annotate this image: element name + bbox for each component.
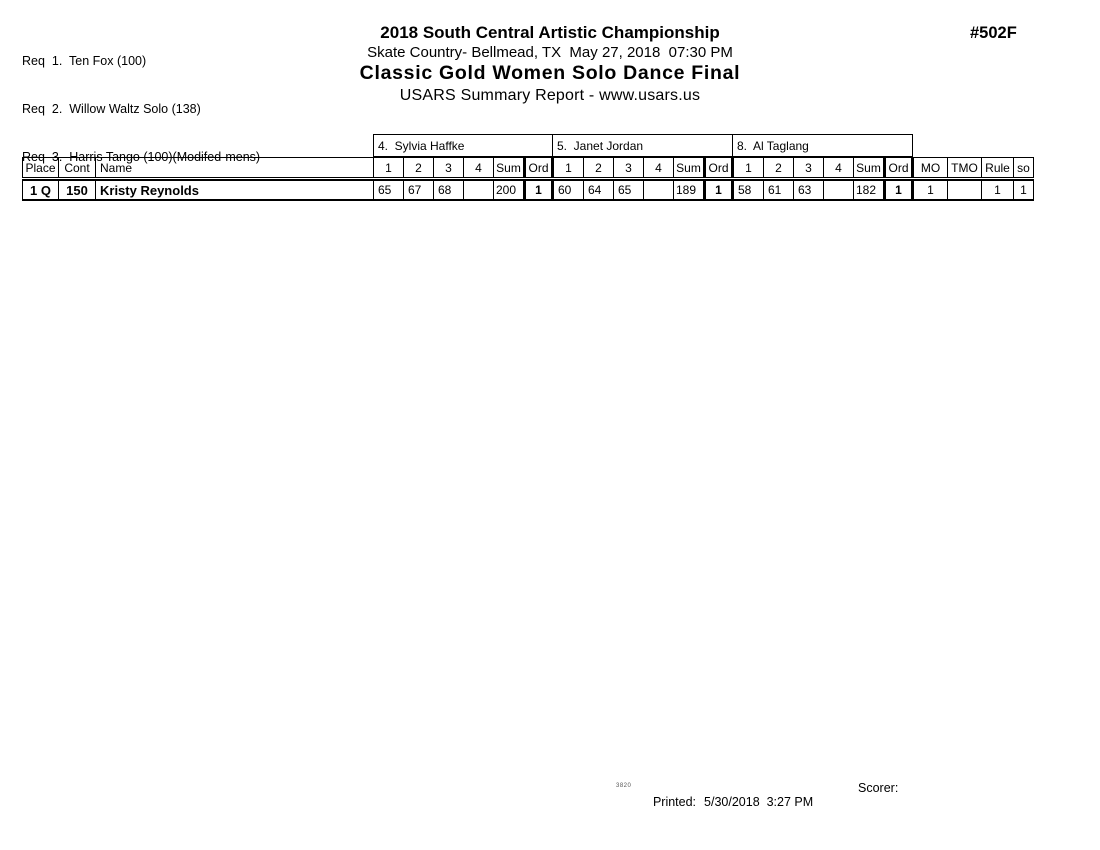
results-table	[22, 134, 1034, 201]
judge2-ord-header: Ord	[704, 158, 734, 177]
judge3-score2-cell: 61	[764, 181, 794, 199]
judge-name-cell-3: 8. Al Taglang	[733, 134, 913, 157]
judge1-trial4-header: 4	[464, 158, 494, 177]
judge3-ordinal-cell: 1	[884, 181, 914, 199]
judge2-score3-cell: 65	[614, 181, 644, 199]
tmo-cell	[948, 181, 982, 199]
judge1-ord-header: Ord	[524, 158, 554, 177]
judge3-score1-cell: 58	[734, 181, 764, 199]
column-header-row	[22, 157, 1034, 178]
judge3-trial2-header: 2	[764, 158, 794, 177]
printed-value: 5/30/2018 3:27 PM	[704, 795, 814, 809]
printed-label: Printed:	[652, 795, 697, 809]
judge2-trial4-header: 4	[644, 158, 674, 177]
judge2-sum-header: Sum	[674, 158, 704, 177]
judge3-sum-header: Sum	[854, 158, 884, 177]
championship-title: 2018 South Central Artistic Championship	[380, 23, 720, 42]
judge-name-cell-2: 5. Janet Jordan	[553, 134, 733, 157]
so-cell: 1	[1014, 181, 1034, 199]
printed-timestamp	[646, 781, 813, 809]
name-column-header: Name	[96, 158, 374, 177]
result-row	[22, 179, 1034, 201]
judge1-trial2-header: 2	[404, 158, 434, 177]
judge2-score1-cell: 60	[554, 181, 584, 199]
judge1-score1-cell: 65	[374, 181, 404, 199]
judge-name-cell-1: 4. Sylvia Haffke	[373, 134, 553, 157]
scorer-label: Scorer:	[858, 781, 899, 795]
report-title: USARS Summary Report - www.usars.us	[399, 87, 701, 104]
requirement-line-3: Req 3. Harris Tango (100)(Modifed-mens)	[22, 150, 261, 164]
judge2-trial1-header: 1	[554, 158, 584, 177]
rule-cell: 1	[982, 181, 1014, 199]
report-sequence-number: 3820	[616, 783, 632, 789]
judge1-score4-cell	[464, 181, 494, 199]
judge3-score4-cell	[824, 181, 854, 199]
judge1-score3-cell: 68	[434, 181, 464, 199]
event-number: #502F	[970, 24, 1017, 42]
place-column-header: Place	[23, 158, 59, 177]
skater-name-cell: Kristy Reynolds	[96, 181, 374, 199]
tmo-column-header: TMO	[948, 158, 982, 177]
mo-cell: 1	[914, 181, 948, 199]
cont-column-header: Cont	[59, 158, 96, 177]
judge1-sum-header: Sum	[494, 158, 524, 177]
judge3-ord-header: Ord	[884, 158, 914, 177]
so-column-header: so	[1014, 158, 1034, 177]
judge2-trial3-header: 3	[614, 158, 644, 177]
place-cell: 1 Q	[23, 181, 59, 199]
requirement-line-2: Req 2. Willow Waltz Solo (138)	[22, 102, 201, 116]
judge-row-spacer	[22, 134, 373, 157]
judge3-sum-cell: 182	[854, 181, 884, 199]
rule-column-header: Rule	[982, 158, 1014, 177]
requirement-line-1: Req 1. Ten Fox (100)	[22, 54, 147, 68]
judge1-trial3-header: 3	[434, 158, 464, 177]
judge2-sum-cell: 189	[674, 181, 704, 199]
judge2-score4-cell	[644, 181, 674, 199]
judge1-trial1-header: 1	[374, 158, 404, 177]
judge1-sum-cell: 200	[494, 181, 524, 199]
judge-header-row	[22, 134, 1034, 157]
judge2-ordinal-cell: 1	[704, 181, 734, 199]
judge3-score3-cell: 63	[794, 181, 824, 199]
judge3-trial3-header: 3	[794, 158, 824, 177]
mo-column-header: MO	[914, 158, 948, 177]
judge3-trial4-header: 4	[824, 158, 854, 177]
judge1-ordinal-cell: 1	[524, 181, 554, 199]
judge2-score2-cell: 64	[584, 181, 614, 199]
judge1-score2-cell: 67	[404, 181, 434, 199]
event-title: Classic Gold Women Solo Dance Final	[359, 62, 741, 84]
judge3-trial1-header: 1	[734, 158, 764, 177]
judge2-trial2-header: 2	[584, 158, 614, 177]
venue-date-line: Skate Country- Bellmead, TX May 27, 2018 07:30 PM	[367, 44, 733, 61]
contestant-number-cell: 150	[59, 181, 96, 199]
